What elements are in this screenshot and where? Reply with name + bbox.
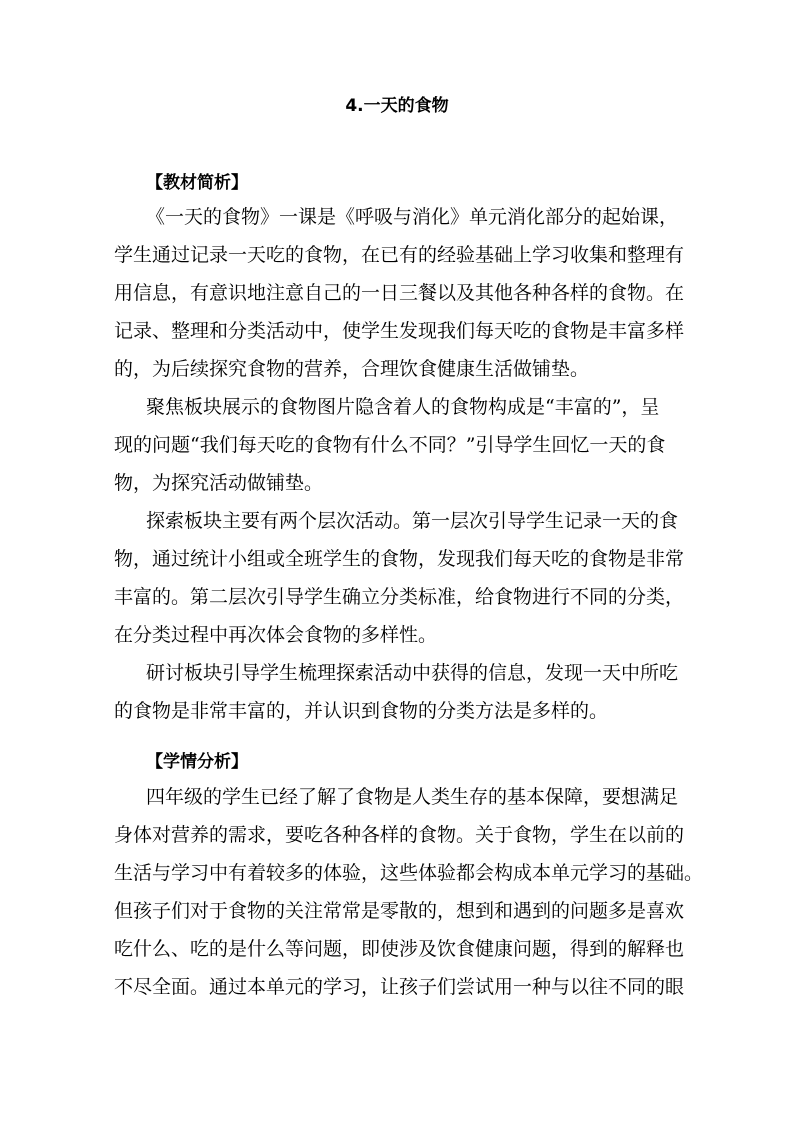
paragraph-line: 的，为后续探究食物的营养，合理饮食健康生活做铺垫。 xyxy=(114,358,590,380)
paragraph-line: 生活与学习中有着较多的体验，这些体验都会构成本单元学习的基础。 xyxy=(114,862,704,884)
paragraph-line: 不尽全面。通过本单元的学习，让孩子们尝试用一种与以往不同的眼 xyxy=(114,976,685,998)
paragraph-line: 研讨板块引导学生梳理探索活动中获得的信息，发现一天中所吃 xyxy=(146,662,679,684)
paragraph-line: 在分类过程中再次体会食物的多样性。 xyxy=(114,624,438,646)
paragraph-line: 四年级的学生已经了解了食物是人类生存的基本保障，要想满足 xyxy=(146,786,679,808)
paragraph-line: 学生通过记录一天吃的食物，在已有的经验基础上学习收集和整理有 xyxy=(114,244,685,266)
paragraph-line: 聚焦板块展示的食物图片隐含着人的食物构成是“丰富的”，呈 xyxy=(146,396,660,418)
paragraph-line: 吃什么、吃的是什么等问题，即使涉及饮食健康问题，得到的解释也 xyxy=(114,938,685,960)
paragraph-line: 探索板块主要有两个层次活动。第一层次引导学生记录一天的食 xyxy=(146,510,679,532)
paragraph-line: 记录、整理和分类活动中，使学生发现我们每天吃的食物是丰富多样 xyxy=(114,320,685,342)
section-heading-textbook-analysis: 【教材简析】 xyxy=(146,173,248,193)
paragraph-line: 《一天的食物》一课是《呼吸与消化》单元消化部分的起始课， xyxy=(146,206,679,228)
paragraph-line: 用信息，有意识地注意自己的一日三餐以及其他各种各样的食物。在 xyxy=(114,282,685,304)
paragraph-line: 物，通过统计小组或全班学生的食物，发现我们每天吃的食物是非常 xyxy=(114,548,685,570)
paragraph-line: 现的问题“我们每天吃的食物有什么不同？”引导学生回忆一天的食 xyxy=(114,434,666,456)
paragraph-line: 身体对营养的需求，要吃各种各样的食物。关于食物，学生在以前的 xyxy=(114,824,685,846)
page-title: 4.一天的食物 xyxy=(345,96,449,116)
section-heading-learner-analysis: 【学情分析】 xyxy=(146,752,248,772)
paragraph-line: 丰富的。第二层次引导学生确立分类标准，给食物进行不同的分类， xyxy=(114,586,685,608)
paragraph-line: 的食物是非常丰富的，并认识到食物的分类方法是多样的。 xyxy=(114,700,609,722)
paragraph-line: 物，为探究活动做铺垫。 xyxy=(114,472,324,494)
paragraph-line: 但孩子们对于食物的关注常常是零散的，想到和遇到的问题多是喜欢 xyxy=(114,900,685,922)
